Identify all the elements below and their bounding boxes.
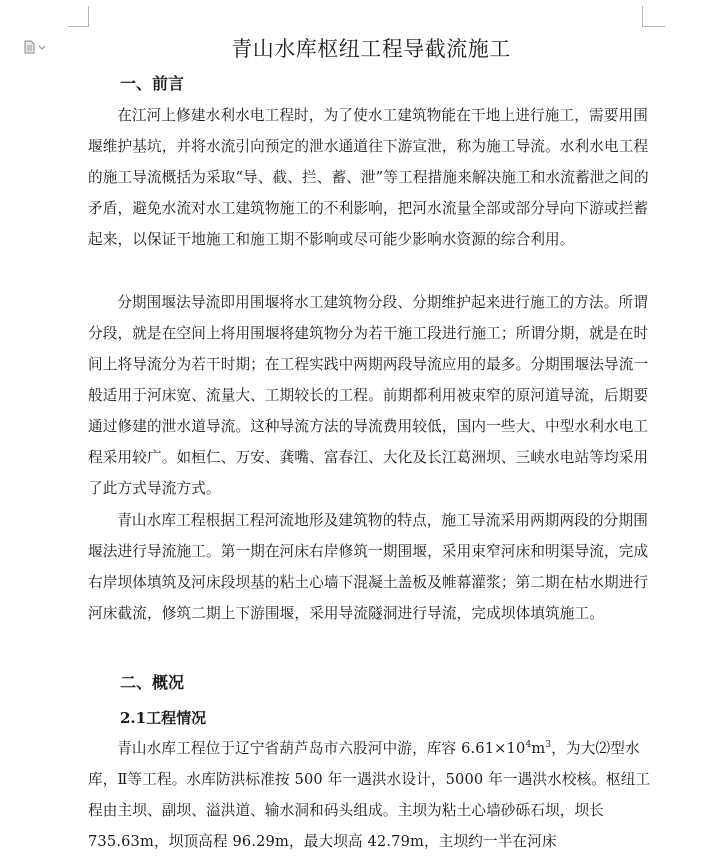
- page-corner-mark-top-right: [642, 6, 665, 27]
- paragraph-foreword-1: 在江河上修建水利水电工程时，为了使水工建筑物能在干地上进行施工，需要用围堰维护基坑，并将水流引向预定的泄水通道往下游宣泄，称为施工导流。水利水电工程的施工导流概括为采取“导、截、拦、蓄、泄”等工程措施来解决施工和水流蓄泄之间的矛盾，避免水流对水工建筑物施工的不利影响，把河水流量全部或部分导向下游或拦蓄起来，以保证干地施工和施工期不影响或尽可能少影响水资源的综合利用。: [88, 107, 649, 248]
- paragraph-foreword-2: 分期围堰法导流即用围堰将水工建筑物分段、分期维护起来进行施工的方法。所谓分段，就是在空间上将用围堰将建筑物分为若干施工段进行施工；所谓分期，就是在时间上将导流分为若干时期；在工程实践中两期两段导流应用的最多。分期围堰法导流一般适用于河床宽、流量大、工期较长的工程。前期都利用被束窄的原河道导流，后期要通过修建的泄水道导流。这种导流方法的导流费用较低，国内一些大、中型水利水电工程采用较广。如桓仁、万安、龚嘴、富春江、大化及长江葛洲坝、三峡水电站等均采用了此方式导流方式。: [88, 294, 649, 497]
- overview-text-a: 青山水库工程位于辽宁省葫芦岛市六股河中游，库容 6.61×10: [117, 740, 526, 757]
- document-title: 青山水库枢纽工程导截流施工: [231, 37, 511, 61]
- section-heading-overview: 二、概况: [120, 673, 185, 692]
- page-corner-mark-top-left: [68, 6, 89, 27]
- superscript-exponent: 4: [525, 740, 532, 751]
- document-menu-icon[interactable]: [24, 40, 48, 54]
- section-heading-foreword: 一、前言: [120, 74, 185, 93]
- superscript-cube: 3: [545, 740, 552, 751]
- paragraph-overview-1: [88, 733, 654, 857]
- overview-text-unit: m: [531, 740, 546, 757]
- overview-text-c: ，为大⑵型水库，Ⅱ等工程。水库防洪标准按 500 年一遇洪水设计，5000 年一遇洪水校核。枢纽工程由主坝、副坝、溢洪道、输水洞和码头组成。主坝为粘土心墙砂砾石坝，坝长 735.63m，坝顶高程 96.29m，最大坝高 42.79m，主坝约一半在河床: [88, 740, 651, 850]
- subsection-heading-project: 2.1工程情况: [120, 709, 207, 727]
- paragraph-foreword-3: 青山水库工程根据工程河流地形及建筑物的特点，施工导流采用两期两段的分期围堰法进行导流施工。第一期在河床右岸修筑一期围堰，采用束窄河床和明渠导流，完成右岸坝体填筑及河床段坝基的粘土心墙下混凝土盖板及帷幕灌浆；第二期在枯水期进行河床截流，修筑二期上下游围堰，采用导流隧洞进行导流，完成坝体填筑施工。: [88, 512, 649, 622]
